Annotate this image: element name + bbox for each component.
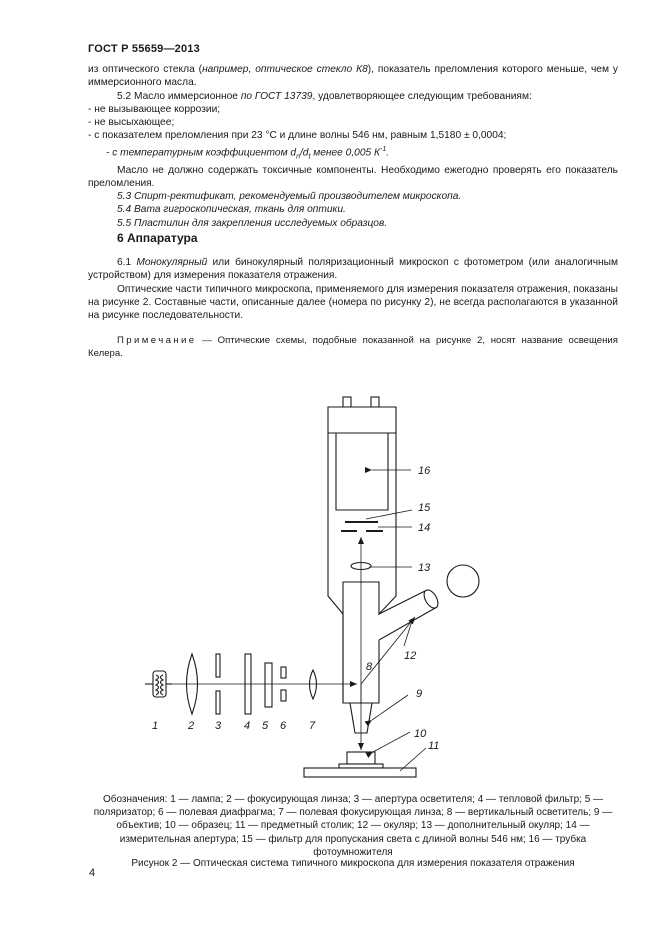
figure-label-3: 3: [215, 720, 222, 732]
paragraph-alcohol: 5.3 Спирт-ректификат, рекомендуемый производителем микроскопа.: [117, 191, 462, 203]
paragraph-cotton: 5.4 Вата гигроскопическая, ткань для оптики.: [117, 204, 346, 216]
text-run-italic: Монокулярный: [136, 257, 208, 268]
figure-label-9: 9: [416, 688, 423, 700]
text-run: - с температурным коэффициентом d: [106, 147, 297, 159]
figure-label-5: 5: [262, 720, 269, 732]
section-title-apparatus: 6 Аппаратура: [117, 231, 198, 245]
figure-label-10: 10: [414, 728, 427, 740]
note-text: — Оптические схемы, подобные показанной на рисунке 2, носят название освещения Келера.: [88, 335, 618, 359]
figure-label-4: 4: [244, 720, 251, 732]
figure-label-13: 13: [418, 562, 431, 574]
superscript: -1: [380, 145, 387, 153]
polarizer: [265, 663, 272, 707]
text-run: 6.1: [117, 257, 137, 268]
text-run: .: [386, 147, 390, 159]
figure-label-15: 15: [418, 502, 431, 514]
subscript: n: [296, 153, 300, 161]
figure-label-8: 8: [366, 661, 373, 673]
figure-label-11: 11: [428, 740, 440, 752]
text-run: менее 0,005 К: [310, 147, 380, 159]
note-label: Примечание: [117, 335, 197, 346]
figure-label-16: 16: [418, 465, 431, 477]
figure-label-6: 6: [280, 720, 287, 732]
paragraph-toxic: Масло не должно содержать токсичные компоненты. Необходимо ежегодно проверять его показатель преломления.: [88, 164, 618, 189]
figure-caption: Рисунок 2 — Оптическая система типичного микроскопа для измерения показателя отражения: [131, 858, 575, 869]
figure-legend: Обозначения: 1 — лампа; 2 — фокусирующая линза; 3 — апертура осветителя; 4 — тепловой фильтр; 5 — поляризатор; 6 — полевая диафрагма; 7 — полевая фокусирующая линза; 8 — вертикальный осветитель; 9 — объектив; 10 — образец; 11 — предметный столик; 12 — окуляр; 13 — дополнительный окуляр; 14 — измерительная апертура; 15 — фильтр для пропускания света с длиной волны 546 нм; 16 — трубка фотоумножителя: [93, 794, 613, 858]
text-run: из оптического стекла (: [88, 64, 203, 75]
photomultiplier-housing: [328, 397, 396, 614]
text-run: или бинокулярный поляризационный микроскоп с фотометром (или аналогичным устройством) для измерения показателя отражения.: [88, 257, 618, 282]
lamp: [145, 671, 172, 697]
field-focusing-lens: [310, 670, 317, 699]
text-run-italic: например, оптическое стекло К8: [202, 64, 368, 75]
text-run: /d: [299, 147, 309, 159]
figure-label-14: 14: [418, 522, 431, 534]
list-item-no-corrosion: - не вызывающее коррозии;: [88, 103, 221, 115]
text-run: 5.2 Масло иммерсионное: [117, 90, 241, 102]
figure-label-2: 2: [188, 720, 195, 732]
text-run: ), показатель преломления которого меньше, чем у иммерсионного масла.: [88, 64, 618, 89]
subscript: t: [308, 153, 311, 161]
paragraph-optical-parts: Оптические части типичного микроскопа, применяемого для измерения показателя отражения, показаны на рисунке 2. Составные части, описанные далее (номера по рисунку 2), не всегда располагаются в указанной на рисунке последовательности.: [88, 283, 618, 322]
paragraph-plasticine: 5.5 Пластилин для закрепления исследуемых образцов.: [117, 217, 388, 229]
sample: [347, 752, 375, 764]
list-item-non-drying: - не высыхающее;: [88, 117, 175, 129]
list-item-refraction: - с показателем преломления при 23 °С и длине волны 546 нм, равным 1,5180 ± 0,0004;: [88, 130, 507, 142]
figure-label-12: 12: [404, 650, 417, 662]
page-number: 4: [89, 867, 96, 879]
document-header-code: ГОСТ Р 55659—2013: [88, 43, 200, 55]
figure-label-7: 7: [309, 720, 316, 732]
specimen-stage: [304, 768, 416, 777]
figure-label-1: 1: [152, 720, 159, 732]
text-run: , удовлетворяющее следующим требованиям:: [312, 90, 532, 102]
text-run-italic: по ГОСТ 13739: [240, 90, 313, 102]
